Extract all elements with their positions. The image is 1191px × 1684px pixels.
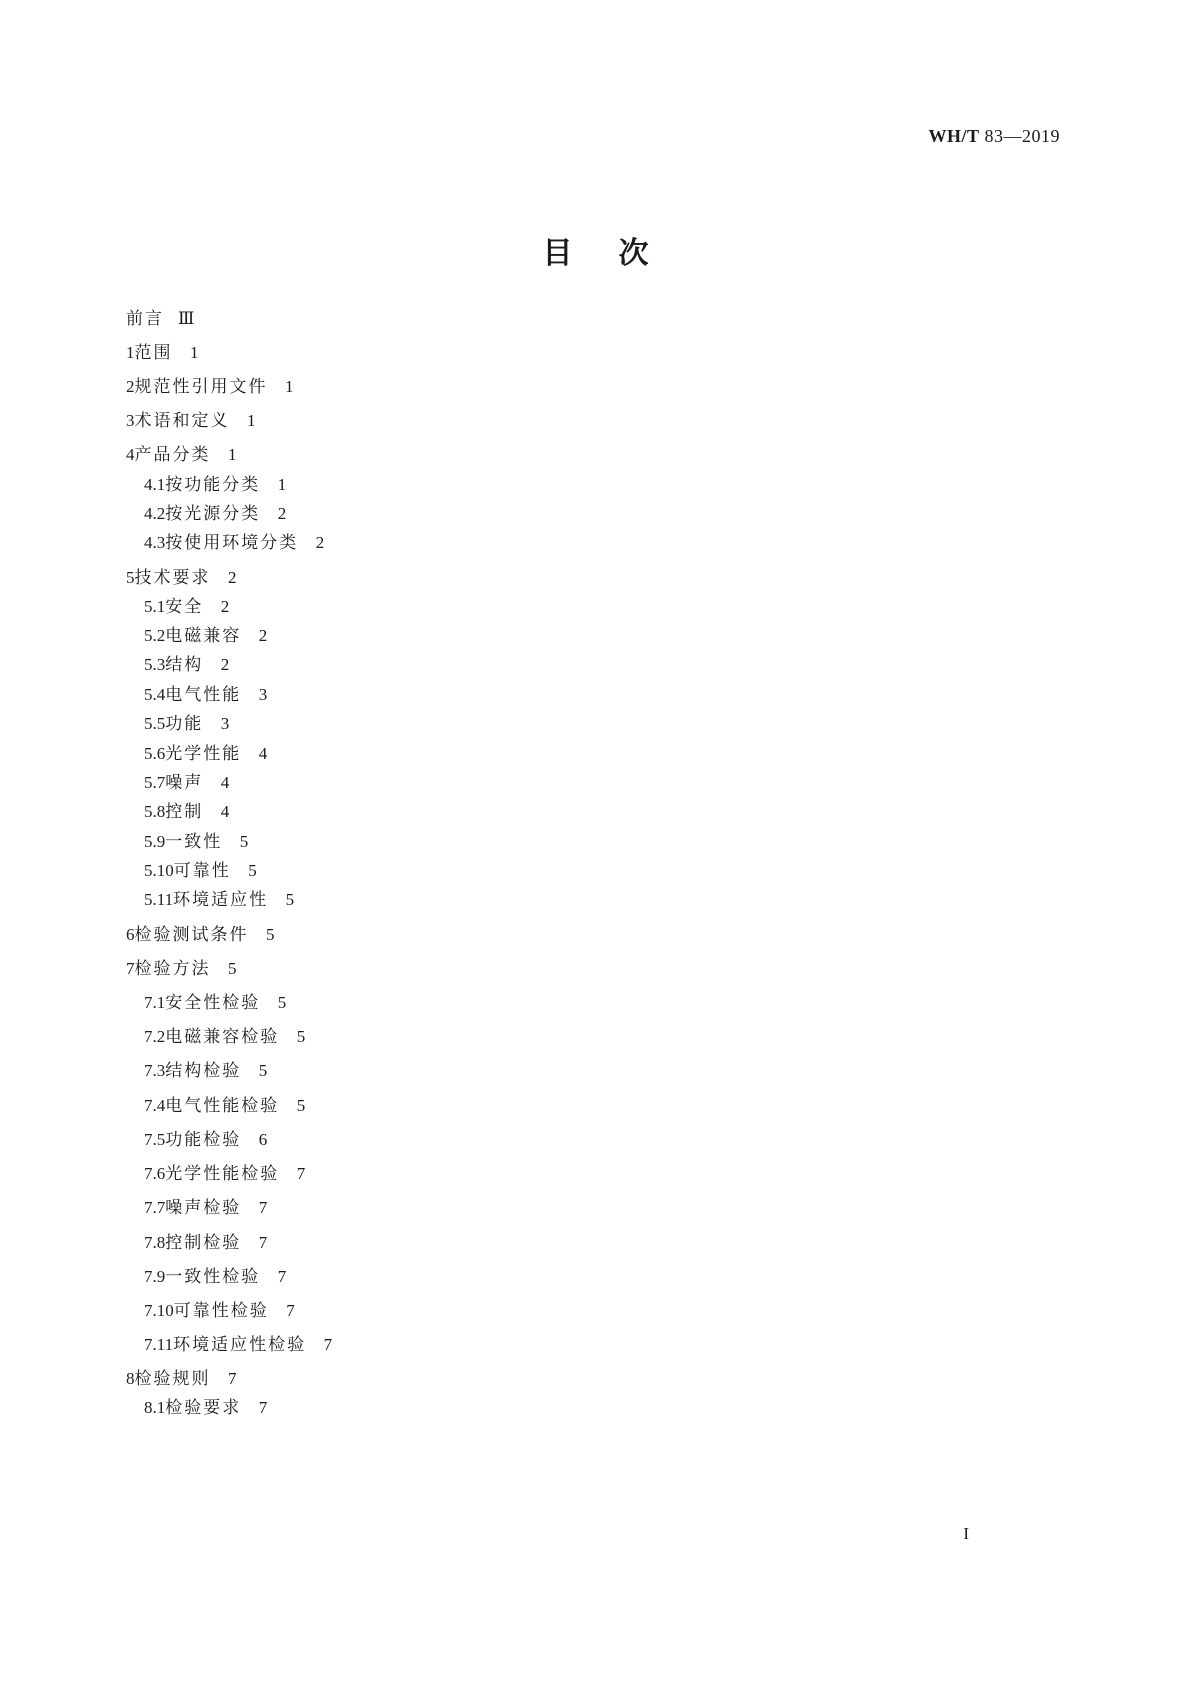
toc-entry-number: 5.11	[144, 890, 174, 909]
toc-entry-label: 按功能分类	[165, 475, 261, 495]
toc-entry-page: 6	[258, 1130, 268, 1149]
toc-entry-label: 环境适应性检验	[173, 1335, 307, 1355]
toc-entry-label: 技术要求	[134, 568, 211, 588]
toc-entry-number: 5.7	[144, 773, 166, 792]
toc-entry-number: 4.3	[144, 533, 166, 552]
toc-entry-number: 6	[126, 925, 135, 944]
toc-entry-page: 5	[228, 959, 237, 978]
toc-entry-page: 5	[277, 993, 287, 1012]
toc-entry-number: 7.4	[144, 1096, 166, 1115]
toc-entry-page: 2	[315, 533, 325, 552]
toc-entry-label: 控制	[165, 802, 204, 822]
toc-entry-label: 电磁兼容检验	[165, 1027, 280, 1047]
toc-entry-label: 安全性检验	[165, 993, 261, 1013]
toc-entry-page: 7	[296, 1164, 306, 1183]
toc-entry-label: 噪声检验	[165, 1198, 242, 1218]
toc-entry-number: 7.9	[144, 1267, 166, 1286]
toc-entry-number: 8	[126, 1369, 135, 1388]
toc-entry-label: 范围	[134, 343, 173, 363]
toc-entry-number: 7.8	[144, 1233, 166, 1252]
toc-entry-page: 5	[285, 890, 295, 909]
toc-entry-label: 控制检验	[165, 1233, 242, 1253]
toc-entry-number: 5.3	[144, 655, 166, 674]
toc-entry-number: 5.8	[144, 802, 166, 821]
toc-entry-number: 5.6	[144, 744, 166, 763]
toc-entry-label: 术语和定义	[134, 411, 230, 431]
toc-entry-number: 1	[126, 343, 135, 362]
toc-entry-page: 1	[285, 377, 294, 396]
toc-entry-page: 1	[277, 475, 287, 494]
toc-entry-page: 5	[239, 832, 249, 851]
toc-entry-page: 7	[323, 1335, 333, 1354]
toc-entry-label: 环境适应性	[173, 890, 269, 910]
toc-entry-number: 5.2	[144, 626, 166, 645]
toc-entry-label: 电磁兼容	[165, 626, 242, 646]
toc-entry-number: 5.10	[144, 861, 174, 880]
toc-entry-label: 光学性能检验	[165, 1164, 280, 1184]
toc-entry-number: 7.7	[144, 1198, 166, 1217]
toc-entry-page: 1	[228, 445, 237, 464]
toc-entry-page: 1	[190, 343, 199, 362]
toc-entry-number: 7	[126, 959, 135, 978]
toc-entry-label: 结构检验	[165, 1061, 242, 1081]
toc-entry-page: Ⅲ	[178, 309, 195, 328]
toc-entry-label: 规范性引用文件	[134, 377, 268, 397]
toc-entry-number: 5.1	[144, 597, 166, 616]
toc-entry-number: 5	[126, 568, 135, 587]
toc-entry-label: 电气性能检验	[165, 1096, 280, 1116]
toc-entry-page: 3	[258, 685, 268, 704]
toc-entry-page: 3	[220, 714, 230, 733]
toc-entry-label: 一致性	[165, 832, 223, 852]
toc-entry-number: 3	[126, 411, 135, 430]
standard-number: 83—2019	[984, 126, 1060, 146]
toc-entry-number: 5.9	[144, 832, 166, 851]
toc-entry-number: 7.6	[144, 1164, 166, 1183]
toc-entry-page: 5	[258, 1061, 268, 1080]
toc-entry-page: 7	[258, 1233, 268, 1252]
toc-entry-page: 5	[266, 925, 275, 944]
toc-entry-number: 7.5	[144, 1130, 166, 1149]
toc-entry-label: 检验规则	[134, 1369, 211, 1389]
toc-entry-label: 按光源分类	[165, 504, 261, 524]
toc-entry-page: 7	[258, 1398, 268, 1417]
toc-entry-number: 7.2	[144, 1027, 166, 1046]
toc-entry-page: 7	[286, 1301, 295, 1320]
toc-entry-number: 2	[126, 377, 135, 396]
toc-entry-number: 4.2	[144, 504, 166, 523]
toc-entry-label: 检验测试条件	[134, 925, 249, 945]
toc-entry-number: 7.1	[144, 993, 166, 1012]
toc-entry-page: 2	[220, 655, 230, 674]
toc-entry-label: 前言	[126, 309, 164, 329]
toc-entry-label: 产品分类	[134, 445, 211, 465]
toc-entry-number: 4	[126, 445, 135, 464]
toc-entry-page: 4	[258, 744, 268, 763]
toc-entry-page: 7	[277, 1267, 287, 1286]
toc-entry-page: 5	[248, 861, 257, 880]
toc-entry-page: 4	[220, 773, 230, 792]
toc-entry-label: 检验要求	[165, 1398, 242, 1418]
page-title: 目次	[542, 236, 695, 271]
standard-code	[928, 126, 1060, 147]
page-number: I	[963, 1524, 969, 1543]
toc-entry-page: 2	[228, 568, 237, 587]
toc-entry-label: 可靠性检验	[173, 1301, 269, 1321]
toc-entry-page: 2	[220, 597, 230, 616]
toc-entry-page: 2	[277, 504, 287, 523]
toc-entry-page: 7	[228, 1369, 237, 1388]
toc-entry-number: 5.4	[144, 685, 166, 704]
toc-entry-label: 一致性检验	[165, 1267, 261, 1287]
toc-entry-page: 4	[220, 802, 230, 821]
toc-entry-label: 功能检验	[165, 1130, 242, 1150]
toc-entry-number: 7.10	[144, 1301, 174, 1320]
toc-entry-number: 4.1	[144, 475, 166, 494]
toc-entry-page: 1	[247, 411, 256, 430]
toc-entry-page: 5	[296, 1096, 306, 1115]
standard-org: WH/T	[928, 126, 980, 146]
toc-entry-number: 8.1	[144, 1398, 166, 1417]
toc-entry-label: 按使用环境分类	[165, 533, 299, 553]
toc-entry-number: 7.11	[144, 1335, 174, 1354]
toc-entry-label: 安全	[165, 597, 204, 617]
toc-entry-label: 噪声	[165, 773, 204, 793]
toc-entry-label: 检验方法	[134, 959, 211, 979]
toc-entry-label: 光学性能	[165, 744, 242, 764]
toc-entry-label: 电气性能	[165, 685, 242, 705]
toc-entry-page: 7	[258, 1198, 268, 1217]
toc-entry-number: 7.3	[144, 1061, 166, 1080]
toc-entry-number: 5.5	[144, 714, 166, 733]
toc-entry-page: 5	[296, 1027, 306, 1046]
toc-entry-label: 功能	[165, 714, 204, 734]
toc-entry-page: 2	[258, 626, 268, 645]
toc-entry-label: 结构	[165, 655, 204, 675]
toc-entry-label: 可靠性	[173, 861, 231, 881]
